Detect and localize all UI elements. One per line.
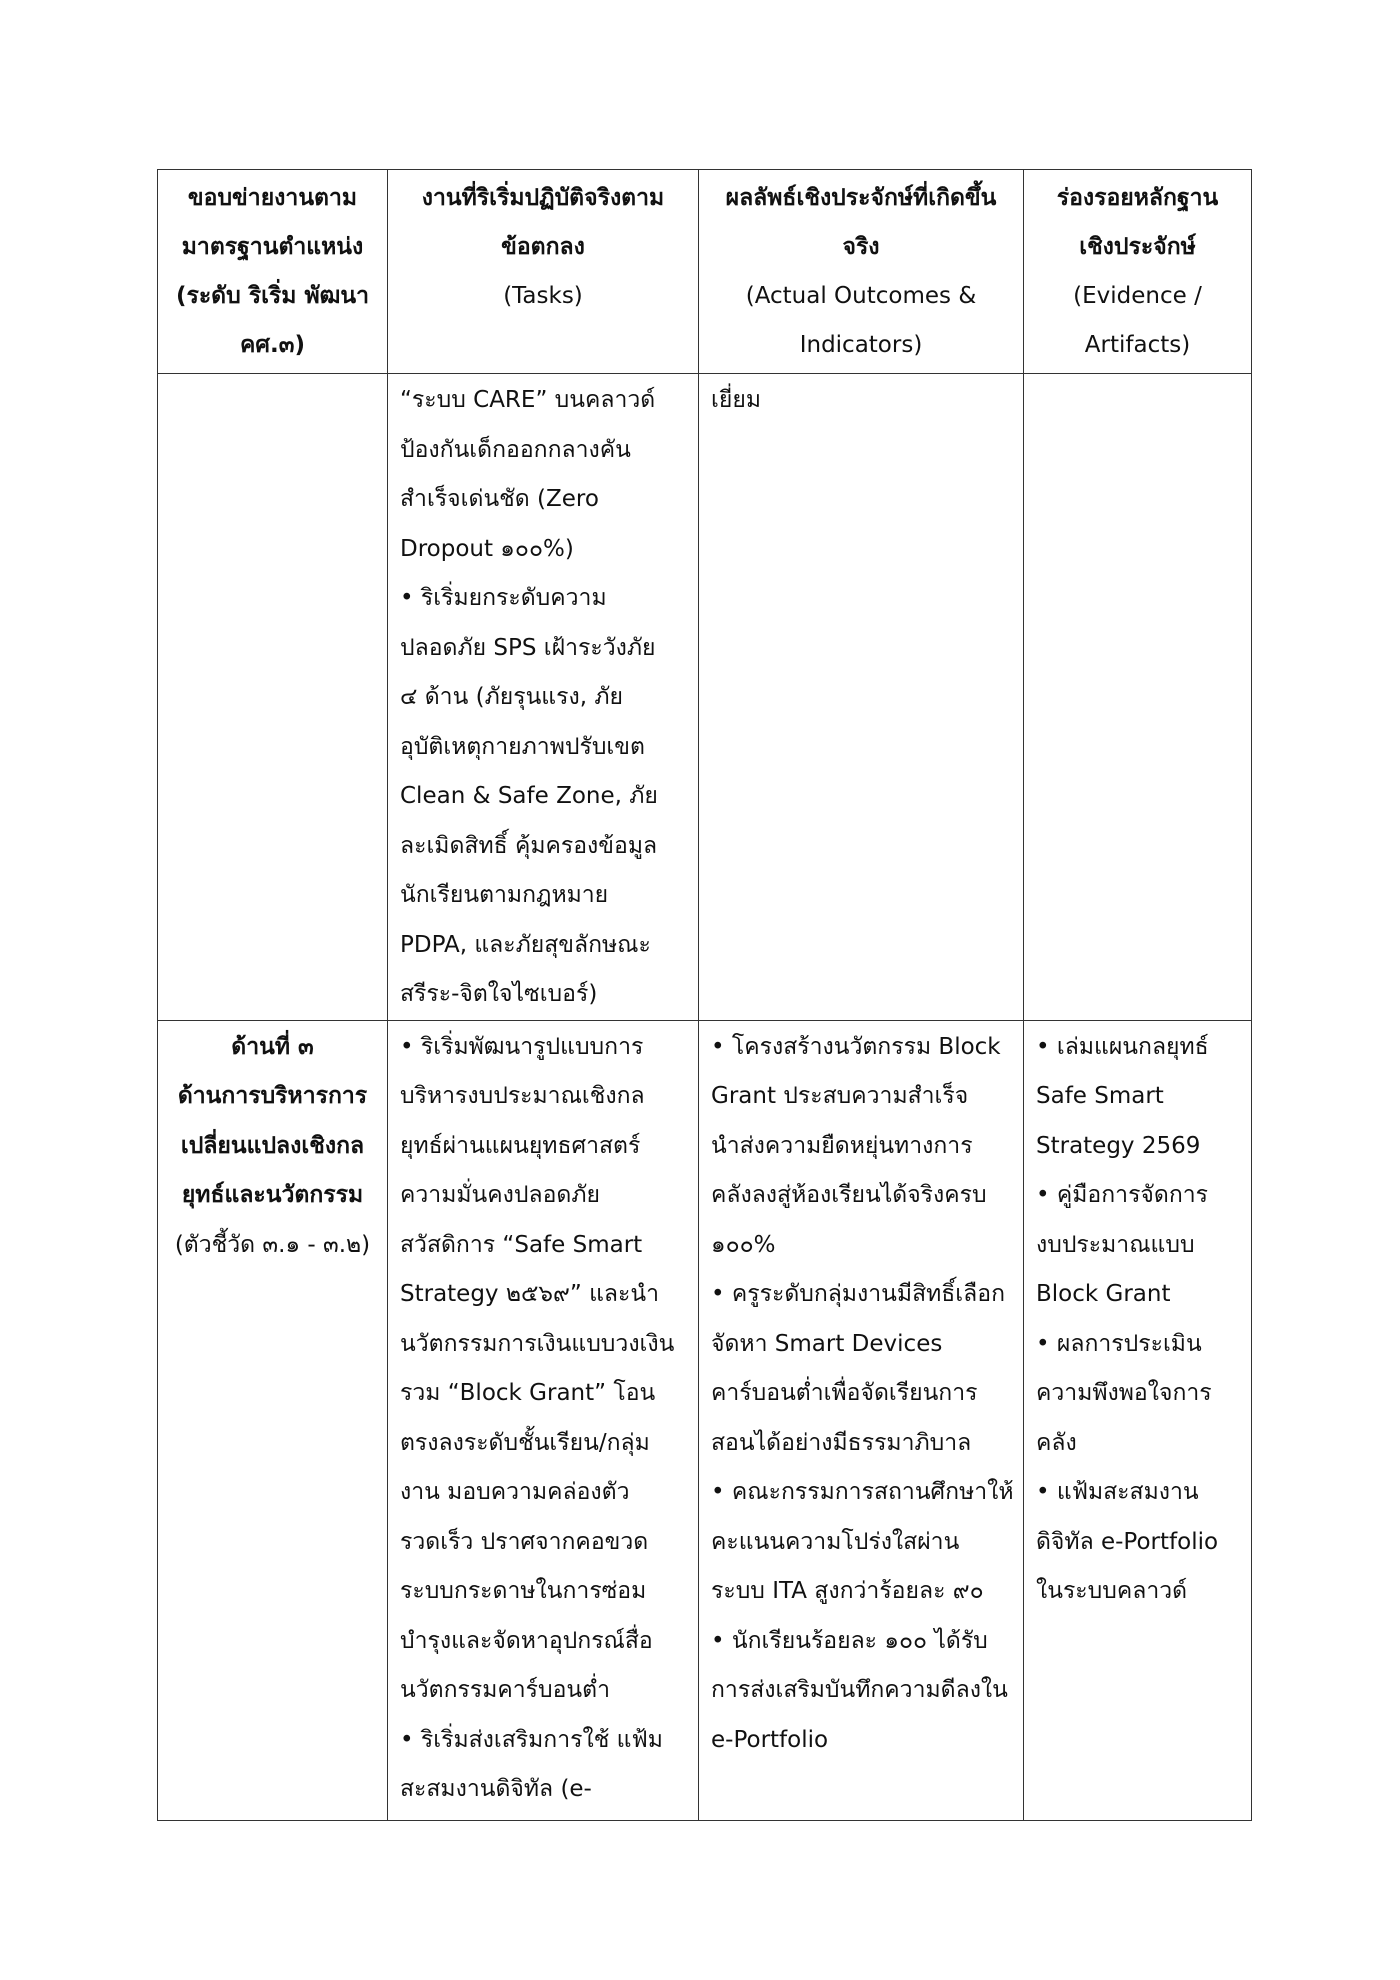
- row2-outcomes-cell: [699, 1020, 1024, 1820]
- text-line: • ริเริ่มยกระดับความ: [400, 585, 607, 611]
- row2-tasks-cell: [388, 1020, 699, 1820]
- header-tasks: [388, 170, 699, 374]
- text-line: งานที่ริเริ่มปฏิบัติจริงตาม: [421, 185, 665, 211]
- text-line: การส่งเสริมบันทึกความดีลงใน: [711, 1677, 1008, 1703]
- text-line: Indicators): [799, 332, 923, 358]
- text-line: ละเมิดสิทธิ์ คุ้มครองข้อมูล: [400, 832, 658, 859]
- text-line: นวัตกรรมคาร์บอนต่ำ: [400, 1677, 611, 1703]
- text-line: รวดเร็ว ปราศจากคอขวด: [400, 1528, 649, 1555]
- text-line: Safe Smart: [1036, 1083, 1164, 1109]
- text-line: (ระดับ ริเริ่ม พัฒนา: [175, 283, 370, 309]
- text-line: ยุทธ์ผ่านแผนยุทธศาสตร์: [400, 1132, 641, 1159]
- text-line: งบประมาณแบบ: [1036, 1231, 1195, 1258]
- text-line: บริหารงบประมาณเชิงกล: [400, 1083, 645, 1109]
- row2-domain-cell: [158, 1020, 388, 1820]
- text-line: ด้านการบริหารการ: [177, 1083, 368, 1109]
- text-line: ๑๐๐%: [711, 1231, 776, 1258]
- text-line: คลัง: [1036, 1429, 1077, 1456]
- text-line: ยุทธ์และนวัตกรรม: [181, 1182, 364, 1208]
- text-line: เปลี่ยนแปลงเชิงกล: [180, 1132, 365, 1159]
- text-line: ผลลัพธ์เชิงประจักษ์ที่เกิดขึ้น: [725, 185, 997, 211]
- text-line: • คณะกรรมการสถานศึกษาให้: [711, 1479, 1014, 1505]
- text-line: นำส่งความยืดหยุ่นทางการ: [711, 1132, 973, 1159]
- domain-title: [158, 1023, 387, 1221]
- text-line: รวม “Block Grant” โอน: [400, 1380, 656, 1406]
- text-line: สอนได้อย่างมีธรรมาภิบาล: [711, 1429, 972, 1456]
- text-line: ตรงลงระดับชั้นเรียน/กลุ่ม: [400, 1429, 650, 1456]
- text-line: ขอบข่ายงานตาม: [187, 185, 358, 211]
- text-line: • เล่มแผนกลยุทธ์: [1036, 1033, 1209, 1060]
- text-line: Dropout ๑๐๐%): [400, 535, 574, 562]
- table-row: [158, 1020, 1252, 1820]
- domain-indicator-note: (ตัวชี้วัด ๓.๑ - ๓.๒): [174, 1231, 371, 1258]
- text-line: (Actual Outcomes &: [745, 283, 977, 309]
- text-line: • แฟ้มสะสมงาน: [1036, 1479, 1199, 1505]
- text-line: (Evidence /: [1073, 283, 1202, 309]
- text-line: เยี่ยม: [711, 387, 761, 413]
- row1-evidence-cell: [1024, 374, 1252, 1021]
- text-line: ข้อตกลง: [501, 234, 585, 260]
- text-line: Strategy 2569: [1036, 1132, 1201, 1159]
- text-line: ระบบกระดาษในการซ่อม: [400, 1578, 647, 1604]
- text-line: สรีระ-จิตใจไซเบอร์): [400, 981, 598, 1007]
- text-line: • ริเริ่มส่งเสริมการใช้ แฟ้ม: [400, 1726, 663, 1753]
- text-line: จัดหา Smart Devices: [711, 1330, 943, 1357]
- text-line: • นักเรียนร้อยละ ๑๐๐ ได้รับ: [711, 1627, 988, 1654]
- text-line: นักเรียนตามกฎหมาย: [400, 882, 609, 908]
- standards-table: [157, 169, 1252, 1821]
- text-line: ร่องรอยหลักฐาน: [1056, 185, 1219, 211]
- text-line: e-Portfolio: [711, 1726, 829, 1753]
- text-line: คศ.๓): [240, 332, 305, 358]
- table-row: [158, 374, 1252, 1021]
- text-line: Block Grant: [1036, 1281, 1171, 1307]
- text-line: มาตรฐานตำแหน่ง: [181, 234, 364, 260]
- header-outcomes: [699, 170, 1024, 374]
- text-line: ในระบบคลาวด์: [1036, 1578, 1188, 1604]
- text-line: “ระบบ CARE” บนคลาวด์: [400, 387, 656, 413]
- text-line: สะสมงานดิจิทัล (e-: [400, 1776, 592, 1802]
- text-line: • ผลการประเมิน: [1036, 1330, 1202, 1357]
- text-line: Grant ประสบความสำเร็จ: [711, 1083, 969, 1109]
- text-line: สวัสดิการ “Safe Smart: [400, 1231, 643, 1258]
- text-line: • ริเริ่มพัฒนารูปแบบการ: [400, 1033, 644, 1060]
- header-evidence: [1024, 170, 1252, 374]
- text-line: ปลอดภัย SPS เฝ้าระวังภัย: [400, 634, 656, 661]
- header-row: [158, 170, 1252, 374]
- row2-evidence-cell: [1024, 1020, 1252, 1820]
- text-line: งาน มอบความคล่องตัว: [400, 1479, 630, 1505]
- text-line: • โครงสร้างนวัตกรรม Block: [711, 1033, 1001, 1060]
- header-scope: [158, 170, 388, 374]
- text-line: ด้านที่ ๓: [231, 1033, 314, 1060]
- text-line: ป้องกันเด็กออกกลางคัน: [400, 436, 631, 463]
- text-line: คาร์บอนต่ำเพื่อจัดเรียนการ: [711, 1380, 978, 1406]
- text-line: ๔ ด้าน (ภัยรุนแรง, ภัย: [400, 684, 623, 710]
- text-line: สำเร็จเด่นชัด (Zero: [400, 486, 599, 512]
- text-line: คลังลงสู่ห้องเรียนได้จริงครบ: [711, 1182, 987, 1208]
- row1-outcomes-cell: [699, 374, 1024, 1021]
- text-line: จริง: [842, 234, 880, 260]
- row1-domain-cell: [158, 374, 388, 1021]
- text-line: ดิจิทัล e-Portfolio: [1036, 1528, 1219, 1555]
- text-line: นวัตกรรมการเงินแบบวงเงิน: [400, 1330, 675, 1357]
- text-line: Clean & Safe Zone, ภัย: [400, 783, 658, 809]
- text-line: Strategy ๒๕๖๙” และนำ: [400, 1281, 660, 1307]
- row1-tasks-cell: [388, 374, 699, 1021]
- text-line: ความพึงพอใจการ: [1036, 1380, 1212, 1406]
- text-line: (Tasks): [503, 283, 583, 309]
- text-line: Artifacts): [1084, 332, 1191, 358]
- text-line: อุบัติเหตุกายภาพปรับเขต: [400, 733, 645, 760]
- text-line: ความมั่นคงปลอดภัย: [400, 1182, 600, 1208]
- text-line: PDPA, และภัยสุขลักษณะ: [400, 931, 651, 958]
- text-line: คะแนนความโปร่งใสผ่าน: [711, 1528, 960, 1555]
- text-line: บำรุงและจัดหาอุปกรณ์สื่อ: [400, 1627, 653, 1654]
- text-line: • คู่มือการจัดการ: [1036, 1182, 1209, 1208]
- text-line: ระบบ ITA สูงกว่าร้อยละ ๙๐: [711, 1578, 984, 1604]
- text-line: เชิงประจักษ์: [1079, 234, 1196, 260]
- text-line: • ครูระดับกลุ่มงานมีสิทธิ์เลือก: [711, 1281, 1006, 1307]
